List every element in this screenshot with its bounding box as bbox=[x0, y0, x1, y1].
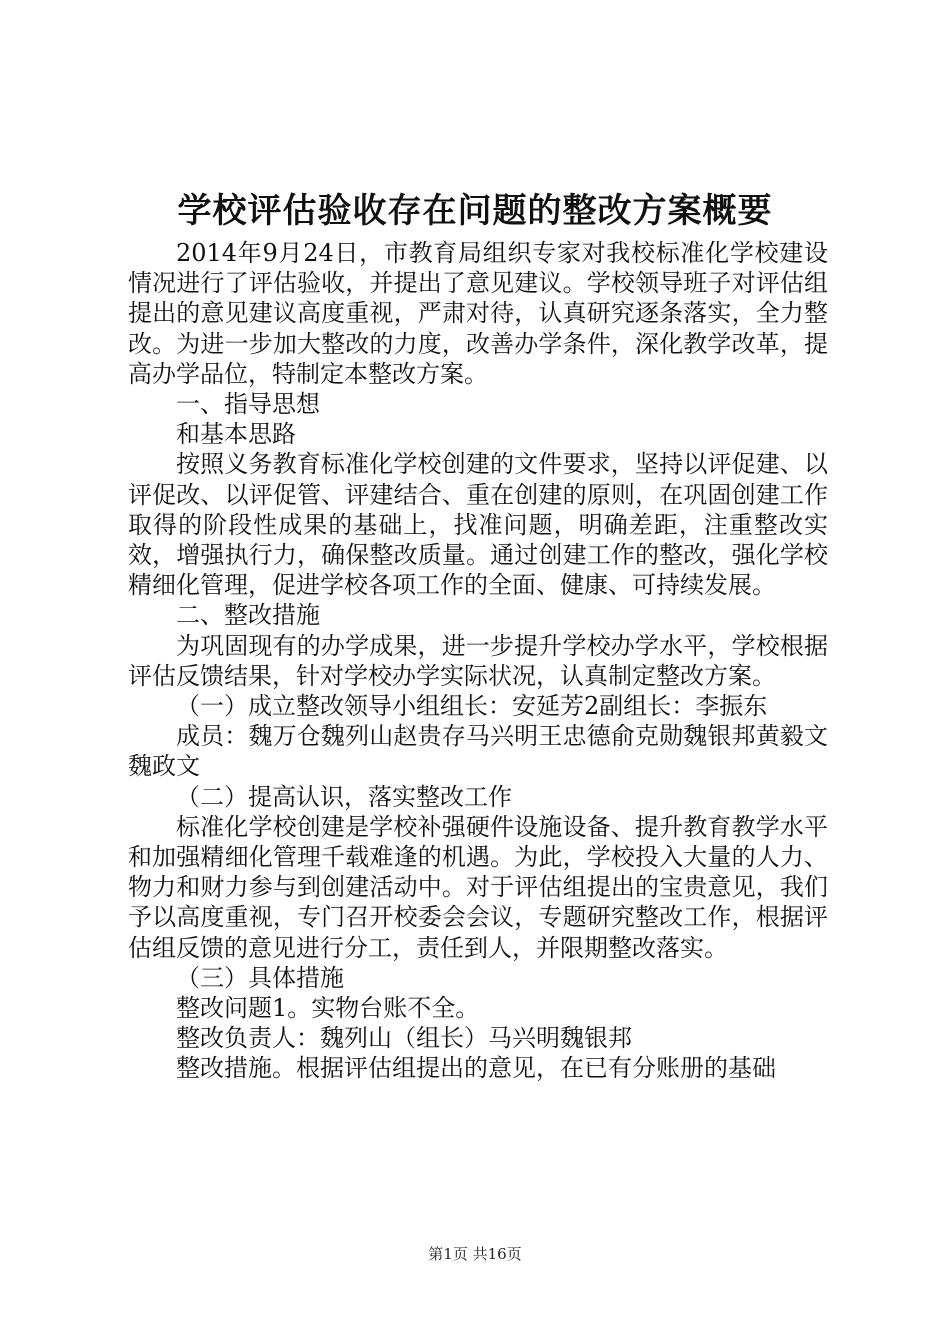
page-footer: 第1页 共16页 bbox=[428, 1245, 522, 1263]
section-heading-basic-approach: 和基本思路 bbox=[176, 420, 296, 449]
paragraph-issue-1: 整改问题1。实物台账不全。 bbox=[176, 994, 480, 1023]
paragraph-issue-1-owner: 整改负责人：魏列山（组长）马兴明魏银邦 bbox=[176, 1024, 632, 1053]
section-heading-rectification-measures: 二、整改措施 bbox=[176, 601, 320, 630]
document-body bbox=[128, 238, 828, 1084]
paragraph-measures-intro: 为巩固现有的办学成果，进一步提升学校办学水平，学校根据评估反馈结果，针对学校办学实际状况，认真制定整改方案。 bbox=[128, 631, 828, 690]
paragraph-awareness: 标准化学校创建是学校补强硬件设施设备、提升教育教学水平和加强精细化管理千载难逢的机遇。为此，学校投入大量的人力、物力和财力参与到创建活动中。对于评估组提出的宝贵意见，我们予以高度重视，专门召开校委会会议，专题研究整改工作，根据评估组反馈的意见进行分工，责任到人，并限期整改落实。 bbox=[128, 812, 828, 962]
paragraph-issue-1-measures: 整改措施。根据评估组提出的意见，在已有分账册的基础 bbox=[176, 1054, 776, 1083]
subsection-raise-awareness: （二）提高认识，落实整改工作 bbox=[176, 782, 512, 811]
paragraph-guiding-principles: 按照义务教育标准化学校创建的文件要求，坚持以评促建、以评促改、以评促管、评建结合、重在创建的原则，在巩固创建工作取得的阶段性成果的基础上，找准问题，明确差距，注重整改实效，增强执行力，确保整改质量。通过创建工作的整改，强化学校精细化管理，促进学校各项工作的全面、健康、可持续发展。 bbox=[128, 450, 828, 600]
section-heading-guiding-thought: 一、指导思想 bbox=[176, 390, 320, 419]
paragraph-group-members: 成员：魏万仓魏列山赵贵存马兴明王忠德俞克勋魏银邦黄毅文魏政文 bbox=[128, 722, 828, 781]
subsection-specific-measures: （三）具体措施 bbox=[176, 963, 344, 992]
document-title: 学校评估验收存在问题的整改方案概要 bbox=[177, 191, 773, 231]
subsection-leadership-group: （一）成立整改领导小组组长：安延芳2副组长：李振东 bbox=[176, 692, 768, 721]
paragraph-intro: 2014年9月24日，市教育局组织专家对我校标准化学校建设情况进行了评估验收，并提出了意见建议。学校领导班子对评估组提出的意见建议高度重视，严肃对待，认真研究逐条落实，全力整改。为进一步加大整改的力度，改善办学条件，深化教学改革，提高办学品位，特制定本整改方案。 bbox=[128, 239, 828, 388]
